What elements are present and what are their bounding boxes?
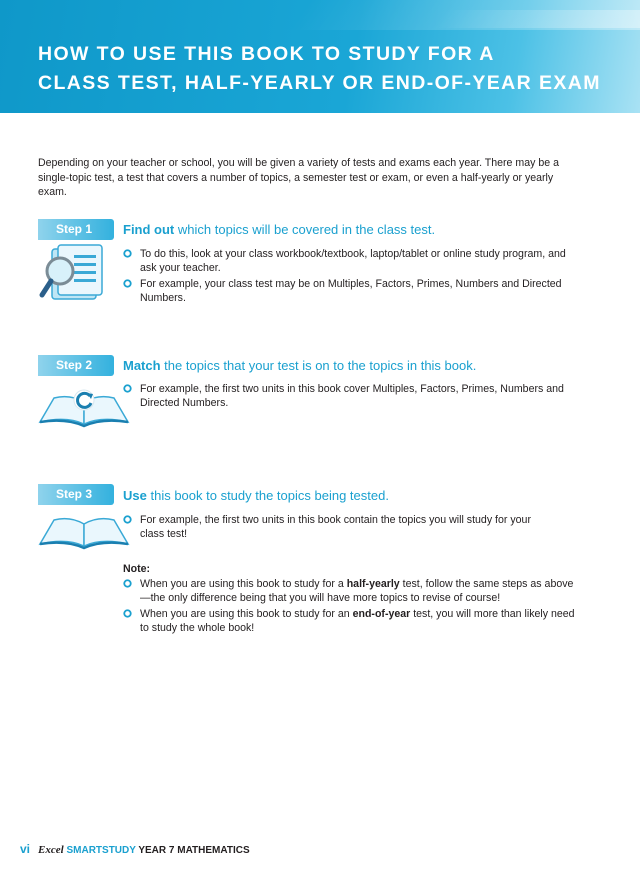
banner-decoration xyxy=(434,10,640,28)
note-text-post: test, you will more than likely need to study the whole book! xyxy=(140,608,575,634)
step-2-tab xyxy=(38,355,114,376)
intro-paragraph: Depending on your teacher or school, you will be given a variety of tests and exams each year. There may be a single-topic test, a test that covers a number of topics, a semester test or exam, or even a half-yearly or yearly exam. xyxy=(38,157,559,199)
bullet-text: For example, the first two units in this book cover Multiples, Factors, Primes, Numbers and Directed Numbers. xyxy=(140,383,564,409)
step-1-heading xyxy=(123,222,435,237)
note-text-bold: half-yearly xyxy=(346,578,400,590)
note-text-pre: When you are using this book to study for a xyxy=(140,578,347,590)
step-1-heading-rest: which topics will be covered in the class test. xyxy=(174,222,436,237)
step-2-label: Step 2 xyxy=(56,358,93,372)
step-1-bullets xyxy=(123,247,578,307)
step-2-heading-rest: the topics that your test is on to the topics in this book. xyxy=(160,358,477,373)
bullet-text: For example, the first two units in this book contain the topics you will study for your class test! xyxy=(140,514,531,540)
list-item xyxy=(123,277,578,305)
step-2-heading-bold: Match xyxy=(123,358,161,373)
page-number: vi xyxy=(20,842,31,856)
list-item xyxy=(123,513,533,541)
step-1-tab xyxy=(38,219,114,240)
step-2-bullets xyxy=(123,382,578,412)
step-2-heading xyxy=(123,358,476,373)
step-3-heading-bold: Use xyxy=(123,488,147,503)
step-1-label: Step 1 xyxy=(56,222,93,236)
step-3-heading-rest: this book to study the topics being tested. xyxy=(146,488,389,503)
note-bullets xyxy=(123,577,578,637)
note-title: Note: xyxy=(123,563,151,575)
list-item xyxy=(123,577,578,605)
bullet-icon xyxy=(123,384,132,393)
magnifying-glass-document-icon xyxy=(36,243,106,305)
note-text-bold: end-of-year xyxy=(352,608,411,620)
bullet-icon xyxy=(123,515,132,524)
step-3-bullets xyxy=(123,513,533,543)
list-item xyxy=(123,247,578,275)
bullet-text: For example, your class test may be on Multiples, Factors, Primes, Numbers and Directed Numbers. xyxy=(140,278,562,304)
brand-name: Excel xyxy=(38,844,64,856)
list-item xyxy=(123,607,578,635)
header-banner xyxy=(0,0,640,113)
step-3-label: Step 3 xyxy=(56,487,93,501)
list-item xyxy=(123,382,578,410)
bullet-icon xyxy=(123,609,132,618)
step-3-heading xyxy=(123,488,389,503)
page-footer xyxy=(20,842,250,858)
note-text-pre: When you are using this book to study for an xyxy=(140,608,353,620)
bullet-icon xyxy=(123,279,132,288)
step-1-heading-bold: Find out xyxy=(123,222,175,237)
open-book-refresh-icon xyxy=(36,378,132,428)
title-line-1: HOW TO USE THIS BOOK TO STUDY FOR A xyxy=(38,43,495,65)
open-book-icon xyxy=(36,510,132,550)
footer-title xyxy=(38,844,250,856)
series-name: SMARTSTUDY xyxy=(66,845,136,856)
subject-name: YEAR 7 MATHEMATICS xyxy=(138,845,250,856)
page-title xyxy=(38,40,601,98)
bullet-icon xyxy=(123,579,132,588)
title-line-2: CLASS TEST, HALF-YEARLY OR END-OF-YEAR EXAM xyxy=(38,72,601,94)
step-3-tab xyxy=(38,484,114,505)
note-text-post: test, follow the same steps as above—the only difference being that you will have more topics to revise of course! xyxy=(140,578,574,604)
bullet-icon xyxy=(123,249,132,258)
bullet-text: To do this, look at your class workbook/textbook, laptop/tablet or online study program, and ask your teacher. xyxy=(140,248,566,274)
